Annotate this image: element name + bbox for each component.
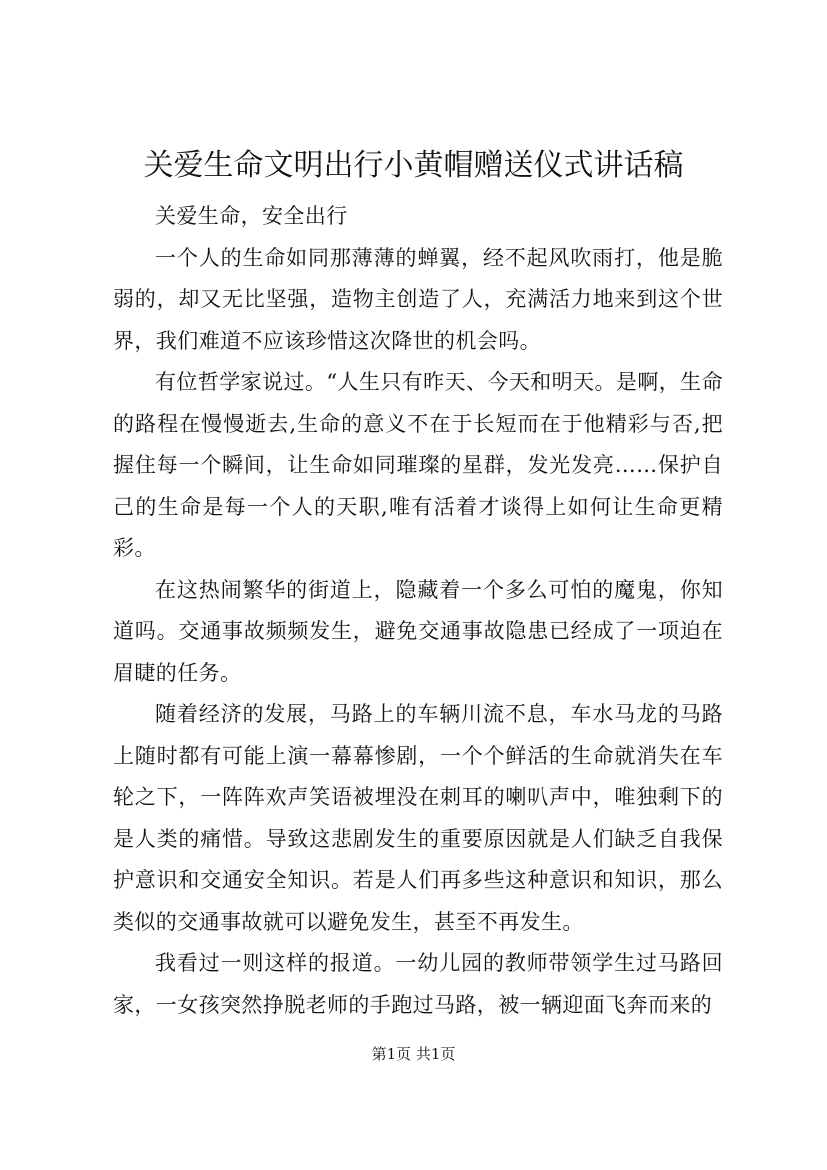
document-title: 关爱生命文明出行小黄帽赠送仪式讲话稿 [143,148,684,183]
document-body [113,196,723,1026]
paragraph: 有位哲学家说过。“人生只有昨天、今天和明天。是啊，生命的路程在慢慢逝去,生命的意义不在于长短而在于他精彩与否,把握住每一个瞬间，让生命如同璀璨的星群，发光发亮……保护自己的生命是每一个人的天职,唯有活着才谈得上如何让生命更精彩。 [113,370,723,560]
paragraph: 在这热闹繁华的街道上，隐藏着一个多么可怕的魔鬼，你知道吗。交通事故频频发生，避免交通事故隐患已经成了一项迫在眉睫的任务。 [113,577,723,685]
page-number-footer: 第1页 共1页 [371,1045,456,1063]
paragraph: 一个人的生命如同那薄薄的蝉翼，经不起风吹雨打，他是脆弱的，却又无比坚强，造物主创造了人，充满活力地来到这个世界，我们难道不应该珍惜这次降世的机会吗。 [113,245,723,353]
paragraph: 我看过一则这样的报道。一幼儿园的教师带领学生过马路回家，一女孩突然挣脱老师的手跑过马路，被一辆迎面飞奔而来的 [113,951,723,1017]
paragraph: 随着经济的发展，马路上的车辆川流不息，车水马龙的马路上随时都有可能上演一幕幕惨剧，一个个鲜活的生命就消失在车轮之下，一阵阵欢声笑语被埋没在刺耳的喇叭声中，唯独剩下的是人类的痛惜。导致这悲剧发生的重要原因就是人们缺乏自我保护意识和交通安全知识。若是人们再多些这种意识和知识，那么类似的交通事故就可以避免发生，甚至不再发生。 [113,702,723,934]
paragraph-subtitle: 关爱生命，安全出行 [155,204,348,228]
